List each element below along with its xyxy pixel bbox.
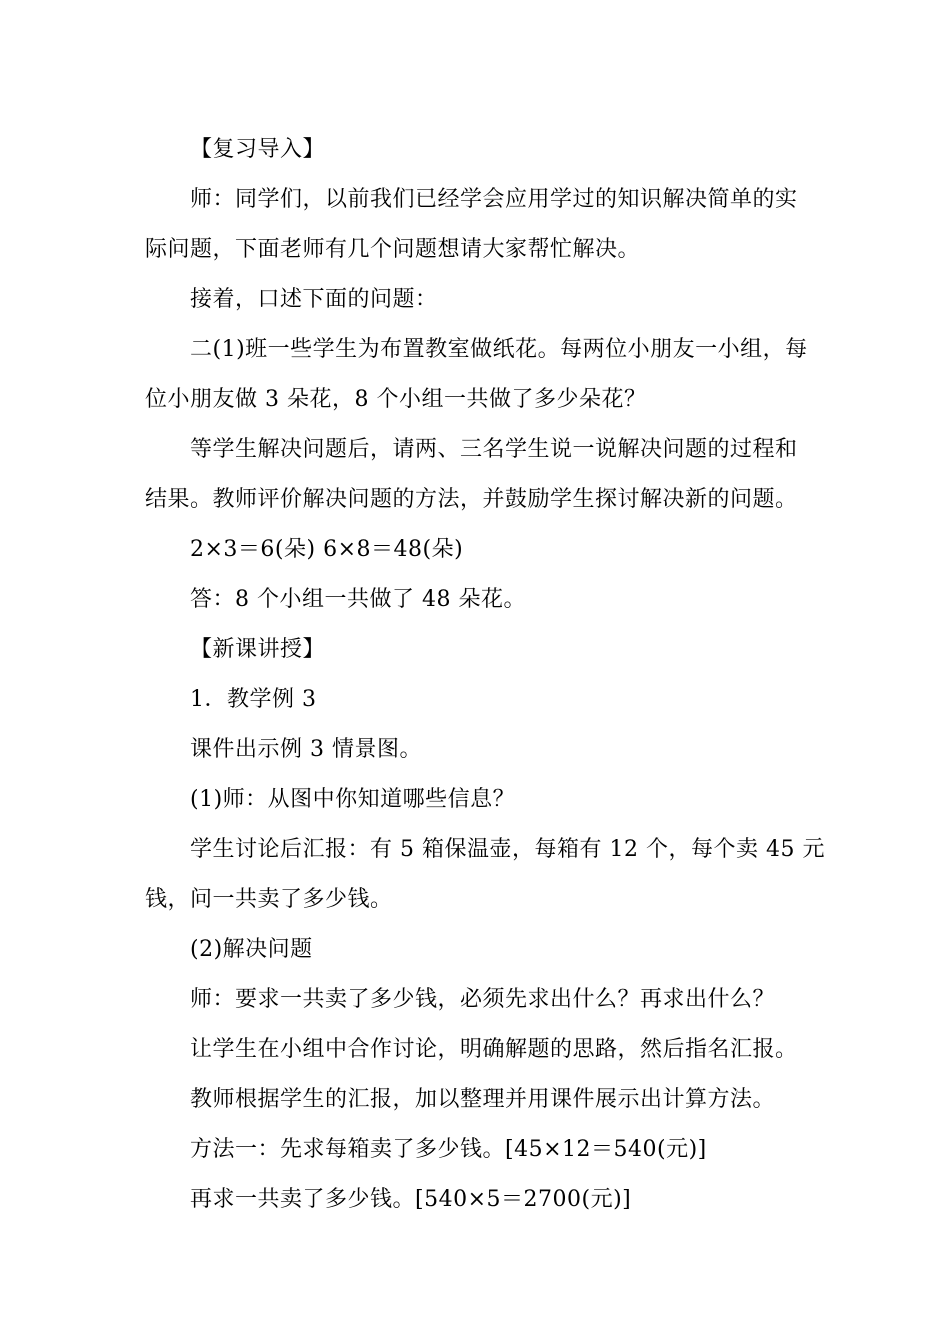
heading-new-lesson: 【新课讲授】: [190, 637, 326, 662]
paragraph-line: (1)师：从图中你知道哪些信息？: [190, 787, 516, 812]
paragraph-line: 结果。教师评价解决问题的方法，并鼓励学生探讨解决新的问题。: [145, 487, 798, 512]
paragraph-line: 让学生在小组中合作讨论，明确解题的思路，然后指名汇报。: [190, 1037, 798, 1062]
paragraph-line: 等学生解决问题后，请两、三名学生说一说解决问题的过程和: [190, 437, 798, 462]
paragraph-line: 师：同学们，以前我们已经学会应用学过的知识解决简单的实: [190, 187, 798, 212]
paragraph-line: 教师根据学生的汇报，加以整理并用课件展示出计算方法。: [190, 1087, 776, 1112]
equation-line: 2×3＝6(朵) 6×8＝48(朵): [190, 537, 464, 562]
paragraph-line: 接着，口述下面的问题：: [190, 287, 438, 312]
example-title: 1．教学例 3: [190, 687, 317, 712]
paragraph-line: 师：要求一共卖了多少钱，必须先求出什么？再求出什么？: [190, 987, 776, 1012]
paragraph-line: 际问题，下面老师有几个问题想请大家帮忙解决。: [145, 237, 641, 262]
paragraph-line: 位小朋友做 3 朵花，8 个小组一共做了多少朵花？: [145, 387, 647, 412]
paragraph-line: 课件出示例 3 情景图。: [190, 737, 422, 762]
subheading-solve-problem: (2)解决问题: [190, 937, 313, 962]
paragraph-line: 学生讨论后汇报：有 5 箱保温壶，每箱有 12 个，每个卖 45 元: [190, 837, 825, 862]
method-line: 再求一共卖了多少钱。[540×5＝2700(元)]: [190, 1187, 632, 1212]
method-line: 方法一：先求每箱卖了多少钱。[45×12＝540(元)]: [190, 1137, 707, 1162]
heading-review-intro: 【复习导入】: [190, 137, 326, 162]
paragraph-line: 二(1)班一些学生为布置教室做纸花。每两位小朋友一小组，每: [190, 337, 808, 362]
paragraph-line: 钱，问一共卖了多少钱。: [145, 887, 393, 912]
answer-line: 答：8 个小组一共做了 48 朵花。: [190, 587, 526, 612]
